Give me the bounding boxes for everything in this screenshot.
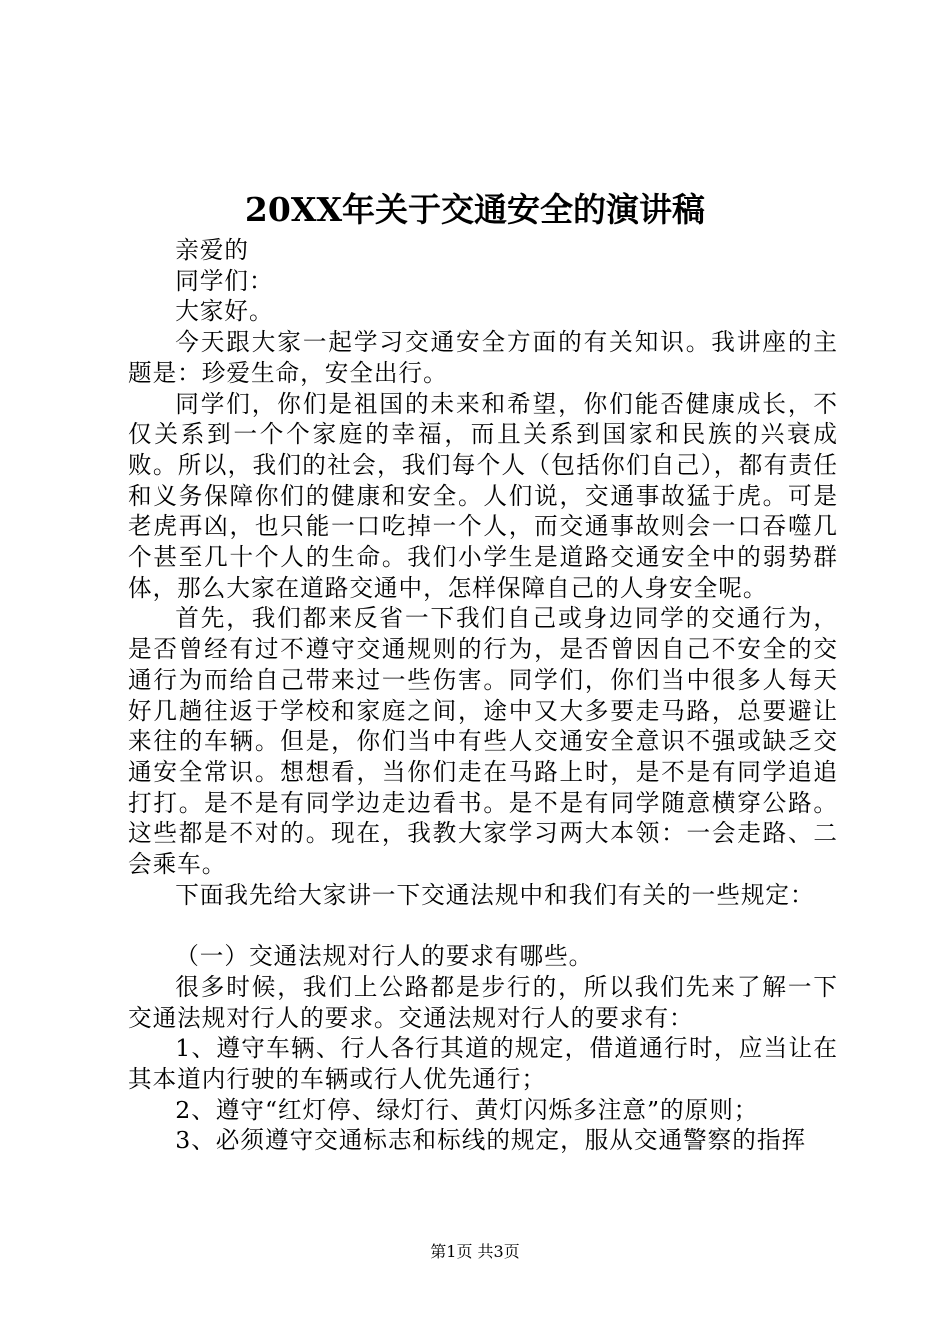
blank-line [128, 910, 838, 941]
page-footer: 第1页 共3页 [430, 1242, 520, 1261]
paragraph: 同学们： [175, 266, 274, 295]
paragraph: 今天跟大家一起学习交通安全方面的有关知识。我讲座的主题是：珍爱生命，安全出行。 [128, 328, 838, 387]
paragraph: 很多时候，我们上公路都是步行的，所以我们先来了解一下交通法规对行人的要求。交通法规对行人的要求有： [128, 972, 838, 1032]
list-item: 3、必须遵守交通标志和标线的规定，服从交通警察的指挥 [175, 1126, 807, 1155]
paragraph: 下面我先给大家讲一下交通法规中和我们有关的一些规定： [175, 880, 815, 909]
paragraph: 同学们，你们是祖国的未来和希望，你们能否健康成长，不仅关系到一个个家庭的幸福，而且关系到国家和民族的兴衰成败。所以，我们的社会，我们每个人（包括你们自己），都有责任和义务保障你们的健康和安全。人们说，交通事故猛于虎。可是老虎再凶，也只能一口吃掉一个人，而交通事故则会一口吞噬几个甚至几十个人的生命。我们小学生是道路交通安全中的弱势群体，那么大家在道路交通中，怎样保障自己的人身安全呢。 [128, 389, 838, 602]
page-title: 20XX年关于交通安全的演讲稿 [244, 190, 706, 229]
document-body [128, 235, 838, 1156]
list-item: 2、遵守“红灯停、绿灯行、黄灯闪烁多注意”的原则； [175, 1095, 759, 1124]
section-heading: （一）交通法规对行人的要求有哪些。 [175, 942, 594, 971]
paragraph: 首先，我们都来反省一下我们自己或身边同学的交通行为，是否曾经有过不遵守交通规则的行为，是否曾因自己不安全的交通行为而给自己带来过一些伤害。同学们，你们当中很多人每天好几趟往返于学校和家庭之间，途中又大多要走马路，总要避让来往的车辆。但是，你们当中有些人交通安全意识不强或缺乏交通安全常识。想想看，当你们走在马路上时，是不是有同学追追打打。是不是有同学边走边看书。是不是有同学随意横穿公路。这些都是不对的。现在，我教大家学习两大本领：一会走路、二会乘车。 [128, 604, 838, 879]
paragraph: 亲爱的 [175, 236, 249, 264]
paragraph: 大家好。 [175, 297, 274, 326]
list-item: 1、遵守车辆、行人各行其道的规定，借道通行时，应当让在其本道内行驶的车辆或行人优先通行； [128, 1034, 838, 1093]
